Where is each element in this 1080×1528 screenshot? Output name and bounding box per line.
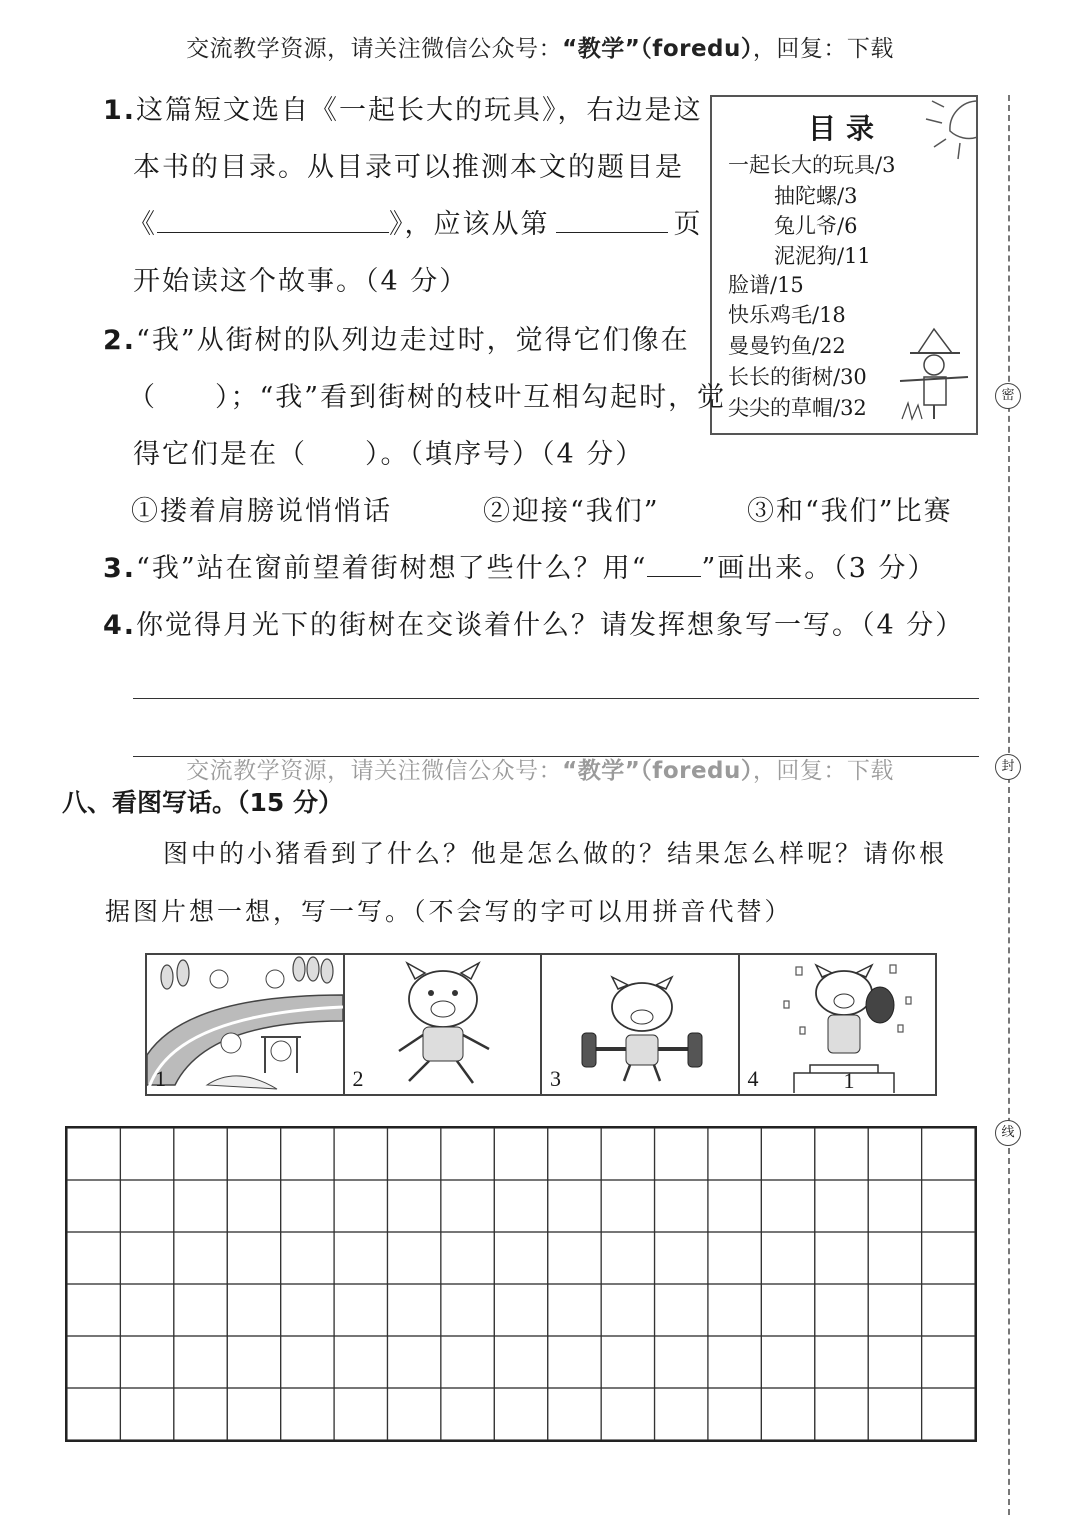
q3-line: 3.“我”站在窗前望着街树想了些什么？用“ ”画出来。（3 分）: [103, 553, 937, 584]
grid-cell[interactable]: [761, 1336, 814, 1388]
grid-cell[interactable]: [227, 1128, 280, 1180]
grid-cell[interactable]: [922, 1336, 975, 1388]
picture-panel-2: [345, 955, 543, 1094]
grid-cell[interactable]: [120, 1180, 173, 1232]
grid-cell[interactable]: [868, 1128, 921, 1180]
grid-cell[interactable]: [494, 1336, 547, 1388]
grid-cell[interactable]: [601, 1232, 654, 1284]
grid-cell[interactable]: [815, 1336, 868, 1388]
panel-number: 2: [352, 1066, 364, 1091]
grid-cell[interactable]: [922, 1180, 975, 1232]
panel-number: 4: [747, 1066, 759, 1091]
grid-cell[interactable]: [67, 1336, 120, 1388]
grid-cell[interactable]: [922, 1388, 975, 1440]
watermark-top: 交流教学资源，请关注微信公众号：“教学”（foredu），回复：下载: [186, 36, 894, 62]
picture-panel-3: [542, 955, 740, 1094]
grid-cell[interactable]: [548, 1128, 601, 1180]
toc-item: 曼曼钓鱼/22: [728, 334, 846, 358]
grid-cell[interactable]: [655, 1336, 708, 1388]
grid-cell[interactable]: [387, 1180, 440, 1232]
grid-cell[interactable]: [655, 1232, 708, 1284]
grid-cell[interactable]: [67, 1180, 120, 1232]
q1-line4: 开始读这个故事。（4 分）: [133, 266, 469, 297]
grid-cell[interactable]: [441, 1128, 494, 1180]
grid-cell[interactable]: [281, 1128, 334, 1180]
grid-cell[interactable]: [441, 1284, 494, 1336]
q3-line-sample: [647, 551, 701, 577]
q2-line1: 2.“我”从街树的队列边走过时，觉得它们像在: [103, 325, 690, 356]
grid-cell[interactable]: [761, 1128, 814, 1180]
grid-cell[interactable]: [868, 1232, 921, 1284]
grid-cell[interactable]: [281, 1232, 334, 1284]
margin-mark: 线: [995, 1120, 1021, 1146]
grid-cell[interactable]: [387, 1128, 440, 1180]
q2-option-1: ①搂着肩膀说悄悄话: [131, 496, 392, 527]
grid-cell[interactable]: [601, 1284, 654, 1336]
grid-cell[interactable]: [174, 1128, 227, 1180]
toc-item: 一起长大的玩具/3: [728, 153, 896, 177]
q1-line3: 《 》，应该从第 页: [128, 209, 703, 240]
podium-label: 1: [843, 1068, 855, 1093]
toc-item: 快乐鸡毛/18: [728, 303, 846, 327]
grid-cell[interactable]: [281, 1284, 334, 1336]
grid-cell[interactable]: [761, 1180, 814, 1232]
section-8-title: 八、看图写话。（15 分）: [62, 788, 343, 817]
grid-cell[interactable]: [548, 1336, 601, 1388]
grid-cell[interactable]: [761, 1284, 814, 1336]
grid-cell[interactable]: [334, 1388, 387, 1440]
grid-cell[interactable]: [708, 1180, 761, 1232]
grid-cell[interactable]: [281, 1180, 334, 1232]
grid-cell[interactable]: [494, 1232, 547, 1284]
grid-cell[interactable]: [761, 1388, 814, 1440]
grid-cell[interactable]: [67, 1284, 120, 1336]
grid-cell[interactable]: [655, 1180, 708, 1232]
grid-cell[interactable]: [227, 1336, 280, 1388]
grid-cell[interactable]: [494, 1180, 547, 1232]
grid-cell[interactable]: [868, 1180, 921, 1232]
grid-cell[interactable]: [227, 1232, 280, 1284]
toc-item: 泥泥狗/11: [774, 244, 871, 268]
grid-cell[interactable]: [387, 1388, 440, 1440]
grid-cell[interactable]: [548, 1180, 601, 1232]
toc-item: 兔儿爷/6: [774, 214, 858, 238]
grid-cell[interactable]: [815, 1388, 868, 1440]
grid-cell[interactable]: [387, 1232, 440, 1284]
grid-cell[interactable]: [67, 1232, 120, 1284]
grid-cell[interactable]: [281, 1388, 334, 1440]
toc-item: 尖尖的草帽/32: [728, 396, 867, 420]
grid-cell[interactable]: [387, 1336, 440, 1388]
q2-line3: 得它们是在（ ）。（填序号）（4 分）: [133, 439, 645, 470]
grid-cell[interactable]: [922, 1128, 975, 1180]
grid-cell[interactable]: [601, 1180, 654, 1232]
grid-cell[interactable]: [120, 1232, 173, 1284]
grid-cell[interactable]: [67, 1388, 120, 1440]
grid-cell[interactable]: [441, 1336, 494, 1388]
q2-option-3: ③和“我们”比赛: [747, 496, 953, 527]
grid-cell[interactable]: [227, 1388, 280, 1440]
grid-cell[interactable]: [494, 1284, 547, 1336]
scarecrow-icon: [894, 325, 974, 421]
q1-title-blank[interactable]: [157, 207, 389, 233]
grid-cell[interactable]: [708, 1232, 761, 1284]
watermark-mid: 交流教学资源，请关注微信公众号：“教学”（foredu），回复：下载: [186, 758, 894, 784]
q1-line1: 1.这篇短文选自《一起长大的玩具》，右边是这: [103, 95, 703, 126]
grid-cell[interactable]: [601, 1128, 654, 1180]
grid-cell[interactable]: [761, 1232, 814, 1284]
grid-cell[interactable]: [334, 1284, 387, 1336]
q2-option-2: ②迎接“我们”: [483, 496, 660, 527]
grid-cell[interactable]: [815, 1284, 868, 1336]
grid-cell[interactable]: [815, 1232, 868, 1284]
grid-cell[interactable]: [227, 1180, 280, 1232]
grid-cell[interactable]: [868, 1336, 921, 1388]
grid-cell[interactable]: [120, 1388, 173, 1440]
panel-number: 3: [550, 1066, 561, 1091]
q1-page-blank[interactable]: [556, 207, 668, 233]
grid-cell[interactable]: [334, 1180, 387, 1232]
section-8-prompt-2: 据图片想一想，写一写。（不会写的字可以用拼音代替）: [105, 897, 793, 926]
grid-cell[interactable]: [441, 1388, 494, 1440]
grid-cell[interactable]: [120, 1128, 173, 1180]
grid-cell[interactable]: [387, 1284, 440, 1336]
grid-cell[interactable]: [868, 1388, 921, 1440]
q1-line2: 本书的目录。从目录可以推测本文的题目是: [133, 152, 684, 183]
grid-cell[interactable]: [708, 1336, 761, 1388]
picture-panel-1: [147, 955, 345, 1094]
grid-cell[interactable]: [334, 1336, 387, 1388]
grid-cell[interactable]: [868, 1284, 921, 1336]
picture-panel-4: [740, 955, 936, 1094]
q2-line2: （ ）；“我”看到街树的枝叶互相勾起时，觉: [128, 382, 727, 413]
grid-cell[interactable]: [548, 1284, 601, 1336]
margin-mark: 封: [995, 754, 1021, 780]
grid-cell[interactable]: [655, 1284, 708, 1336]
grid-cell[interactable]: [174, 1336, 227, 1388]
grid-cell[interactable]: [334, 1232, 387, 1284]
grid-cell[interactable]: [548, 1388, 601, 1440]
track-scene-illustration: [147, 955, 343, 1094]
q4-line: 4.你觉得月光下的街树在交谈着什么？请发挥想象写一写。（4 分）: [103, 610, 965, 641]
grid-cell[interactable]: [655, 1388, 708, 1440]
toc-title: 目录: [807, 112, 884, 145]
grid-cell[interactable]: [815, 1180, 868, 1232]
grid-cell[interactable]: [227, 1284, 280, 1336]
grid-cell[interactable]: [708, 1388, 761, 1440]
grid-cell[interactable]: [708, 1284, 761, 1336]
section-8-prompt-1: 图中的小猪看到了什么？他是怎么做的？结果怎么样呢？请你根: [163, 839, 948, 868]
grid-cell[interactable]: [120, 1336, 173, 1388]
grid-cell[interactable]: [281, 1336, 334, 1388]
grid-cell[interactable]: [494, 1388, 547, 1440]
writing-grid[interactable]: [65, 1126, 977, 1442]
picture-strip: [145, 953, 937, 1096]
toc-box: [710, 95, 978, 435]
grid-cell[interactable]: [922, 1284, 975, 1336]
grid-cell[interactable]: [601, 1388, 654, 1440]
grid-cell[interactable]: [494, 1128, 547, 1180]
grid-cell[interactable]: [548, 1232, 601, 1284]
pig-watching-illustration: [345, 955, 541, 1094]
grid-cell[interactable]: [815, 1128, 868, 1180]
toc-item: 脸谱/15: [728, 273, 804, 297]
grid-cell[interactable]: [67, 1128, 120, 1180]
grid-cell[interactable]: [120, 1284, 173, 1336]
binding-line: [1008, 95, 1010, 1515]
toc-item: 抽陀螺/3: [774, 184, 858, 208]
pig-weightlifting-illustration: [542, 955, 738, 1094]
grid-cell[interactable]: [334, 1128, 387, 1180]
grid-cell[interactable]: [922, 1232, 975, 1284]
margin-mark: 密: [995, 383, 1021, 409]
grid-cell[interactable]: [174, 1232, 227, 1284]
toc-item: 长长的街树/30: [728, 365, 867, 389]
grid-cell[interactable]: [441, 1180, 494, 1232]
grid-cell[interactable]: [655, 1128, 708, 1180]
grid-cell[interactable]: [601, 1336, 654, 1388]
answer-line-1[interactable]: [133, 698, 979, 699]
grid-cell[interactable]: [708, 1128, 761, 1180]
grid-cell[interactable]: [174, 1388, 227, 1440]
grid-cell[interactable]: [174, 1180, 227, 1232]
panel-number: 1: [155, 1066, 166, 1091]
grid-cell[interactable]: [174, 1284, 227, 1336]
grid-cell[interactable]: [441, 1232, 494, 1284]
pig-winning-illustration: [740, 955, 936, 1094]
